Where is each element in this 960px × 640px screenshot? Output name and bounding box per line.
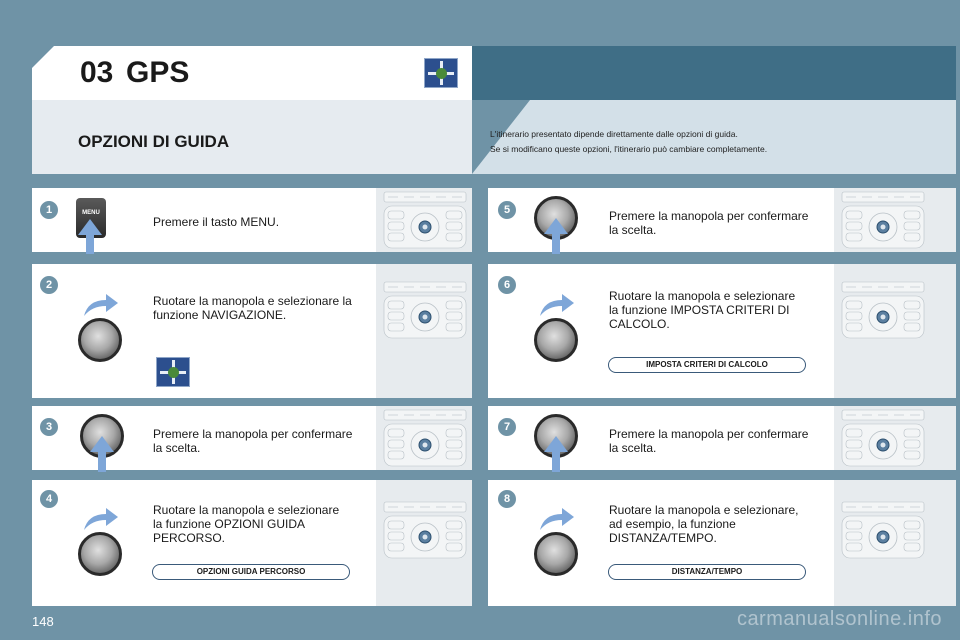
step-line: Premere la manopola per confermare <box>609 209 809 223</box>
section-title: OPZIONI DI GUIDA <box>78 132 230 151</box>
step-text <box>153 294 352 322</box>
step-text <box>153 503 339 545</box>
console-part <box>881 225 886 230</box>
step-line: la scelta. <box>609 441 657 455</box>
radio-console-icon <box>380 408 470 470</box>
step-number-badge: 6 <box>496 274 518 296</box>
press-arrow-icon <box>86 232 94 254</box>
step-line: Ruotare la manopola e selezionare <box>153 503 340 517</box>
step-text <box>153 215 279 229</box>
console-part <box>423 443 428 448</box>
step-line: la scelta. <box>153 441 201 455</box>
intro-line: L'itinerario presentato dipende direttamente dalle opzioni di guida. <box>490 129 738 139</box>
press-arrow-icon <box>90 436 114 452</box>
press-arrow-icon <box>98 450 106 472</box>
step-text <box>609 503 798 545</box>
chapter-title: GPS <box>126 56 190 89</box>
radio-console-icon <box>838 500 928 562</box>
rotate-arrow-icon <box>80 292 120 318</box>
menu-option-pill: OPZIONI GUIDA PERCORSO <box>152 564 350 580</box>
step-line: la funzione OPZIONI GUIDA <box>153 517 306 531</box>
step-text <box>153 427 352 455</box>
step-line: Ruotare la manopola e selezionare, <box>609 503 799 517</box>
press-arrow-icon <box>552 232 560 254</box>
step-line: la scelta. <box>609 223 657 237</box>
console-part <box>423 225 428 230</box>
step-number-badge: 4 <box>38 488 60 510</box>
step-line: PERCORSO. <box>153 531 226 545</box>
step-line: Premere la manopola per confermare <box>609 427 809 441</box>
step-text <box>609 427 808 455</box>
menu-option-pill: DISTANZA/TEMPO <box>608 564 806 580</box>
step-line: Ruotare la manopola e selezionare la <box>153 294 352 308</box>
console-part <box>881 315 886 320</box>
intro-line: Se si modificano queste opzioni, l'itinerario può cambiare completamente. <box>490 144 768 154</box>
radio-console-icon <box>838 190 928 252</box>
chapter-number: 03 <box>80 56 114 89</box>
radio-console-icon <box>380 190 470 252</box>
rotate-arrow-icon <box>536 292 576 318</box>
step-number-badge: 8 <box>496 488 518 510</box>
page-number: 148 <box>32 614 54 629</box>
watermark: carmanualsonline.info <box>736 608 942 630</box>
console-part <box>423 315 428 320</box>
radio-console-icon <box>380 280 470 342</box>
menu-option-pill: IMPOSTA CRITERI DI CALCOLO <box>608 357 806 373</box>
intro-text <box>490 127 930 157</box>
navigation-icon <box>424 58 458 88</box>
step-number-badge: 1 <box>38 199 60 221</box>
step-line: CALCOLO. <box>609 317 670 331</box>
rotate-arrow-icon <box>536 506 576 532</box>
step-line: Premere la manopola per confermare <box>153 427 353 441</box>
control-knob-icon <box>78 532 122 576</box>
menu-key-icon: MENU <box>76 198 106 238</box>
radio-console-icon <box>838 280 928 342</box>
navigation-icon <box>156 357 190 387</box>
step-line: Premere il tasto MENU. <box>153 215 280 229</box>
step-line: ad esempio, la funzione <box>609 517 736 531</box>
step-number-badge: 7 <box>496 416 518 438</box>
step-number-badge: 2 <box>38 274 60 296</box>
press-arrow-icon <box>552 450 560 472</box>
rotate-arrow-icon <box>80 506 120 532</box>
control-knob-icon <box>534 318 578 362</box>
control-knob-icon <box>534 532 578 576</box>
step-line: funzione NAVIGAZIONE. <box>153 308 287 322</box>
step-text <box>609 289 795 331</box>
control-knob-icon <box>78 318 122 362</box>
console-part <box>881 443 886 448</box>
press-arrow-icon <box>78 219 102 235</box>
step-text <box>609 209 808 237</box>
header-band <box>472 46 956 100</box>
step-number-badge: 3 <box>38 416 60 438</box>
console-part <box>423 535 428 540</box>
press-arrow-icon <box>544 436 568 452</box>
console-part <box>881 535 886 540</box>
step-line: Ruotare la manopola e selezionare <box>609 289 796 303</box>
press-arrow-icon <box>544 218 568 234</box>
step-number-badge: 5 <box>496 199 518 221</box>
step-line: DISTANZA/TEMPO. <box>609 531 717 545</box>
radio-console-icon <box>838 408 928 470</box>
radio-console-icon <box>380 500 470 562</box>
step-line: la funzione IMPOSTA CRITERI DI <box>609 303 790 317</box>
